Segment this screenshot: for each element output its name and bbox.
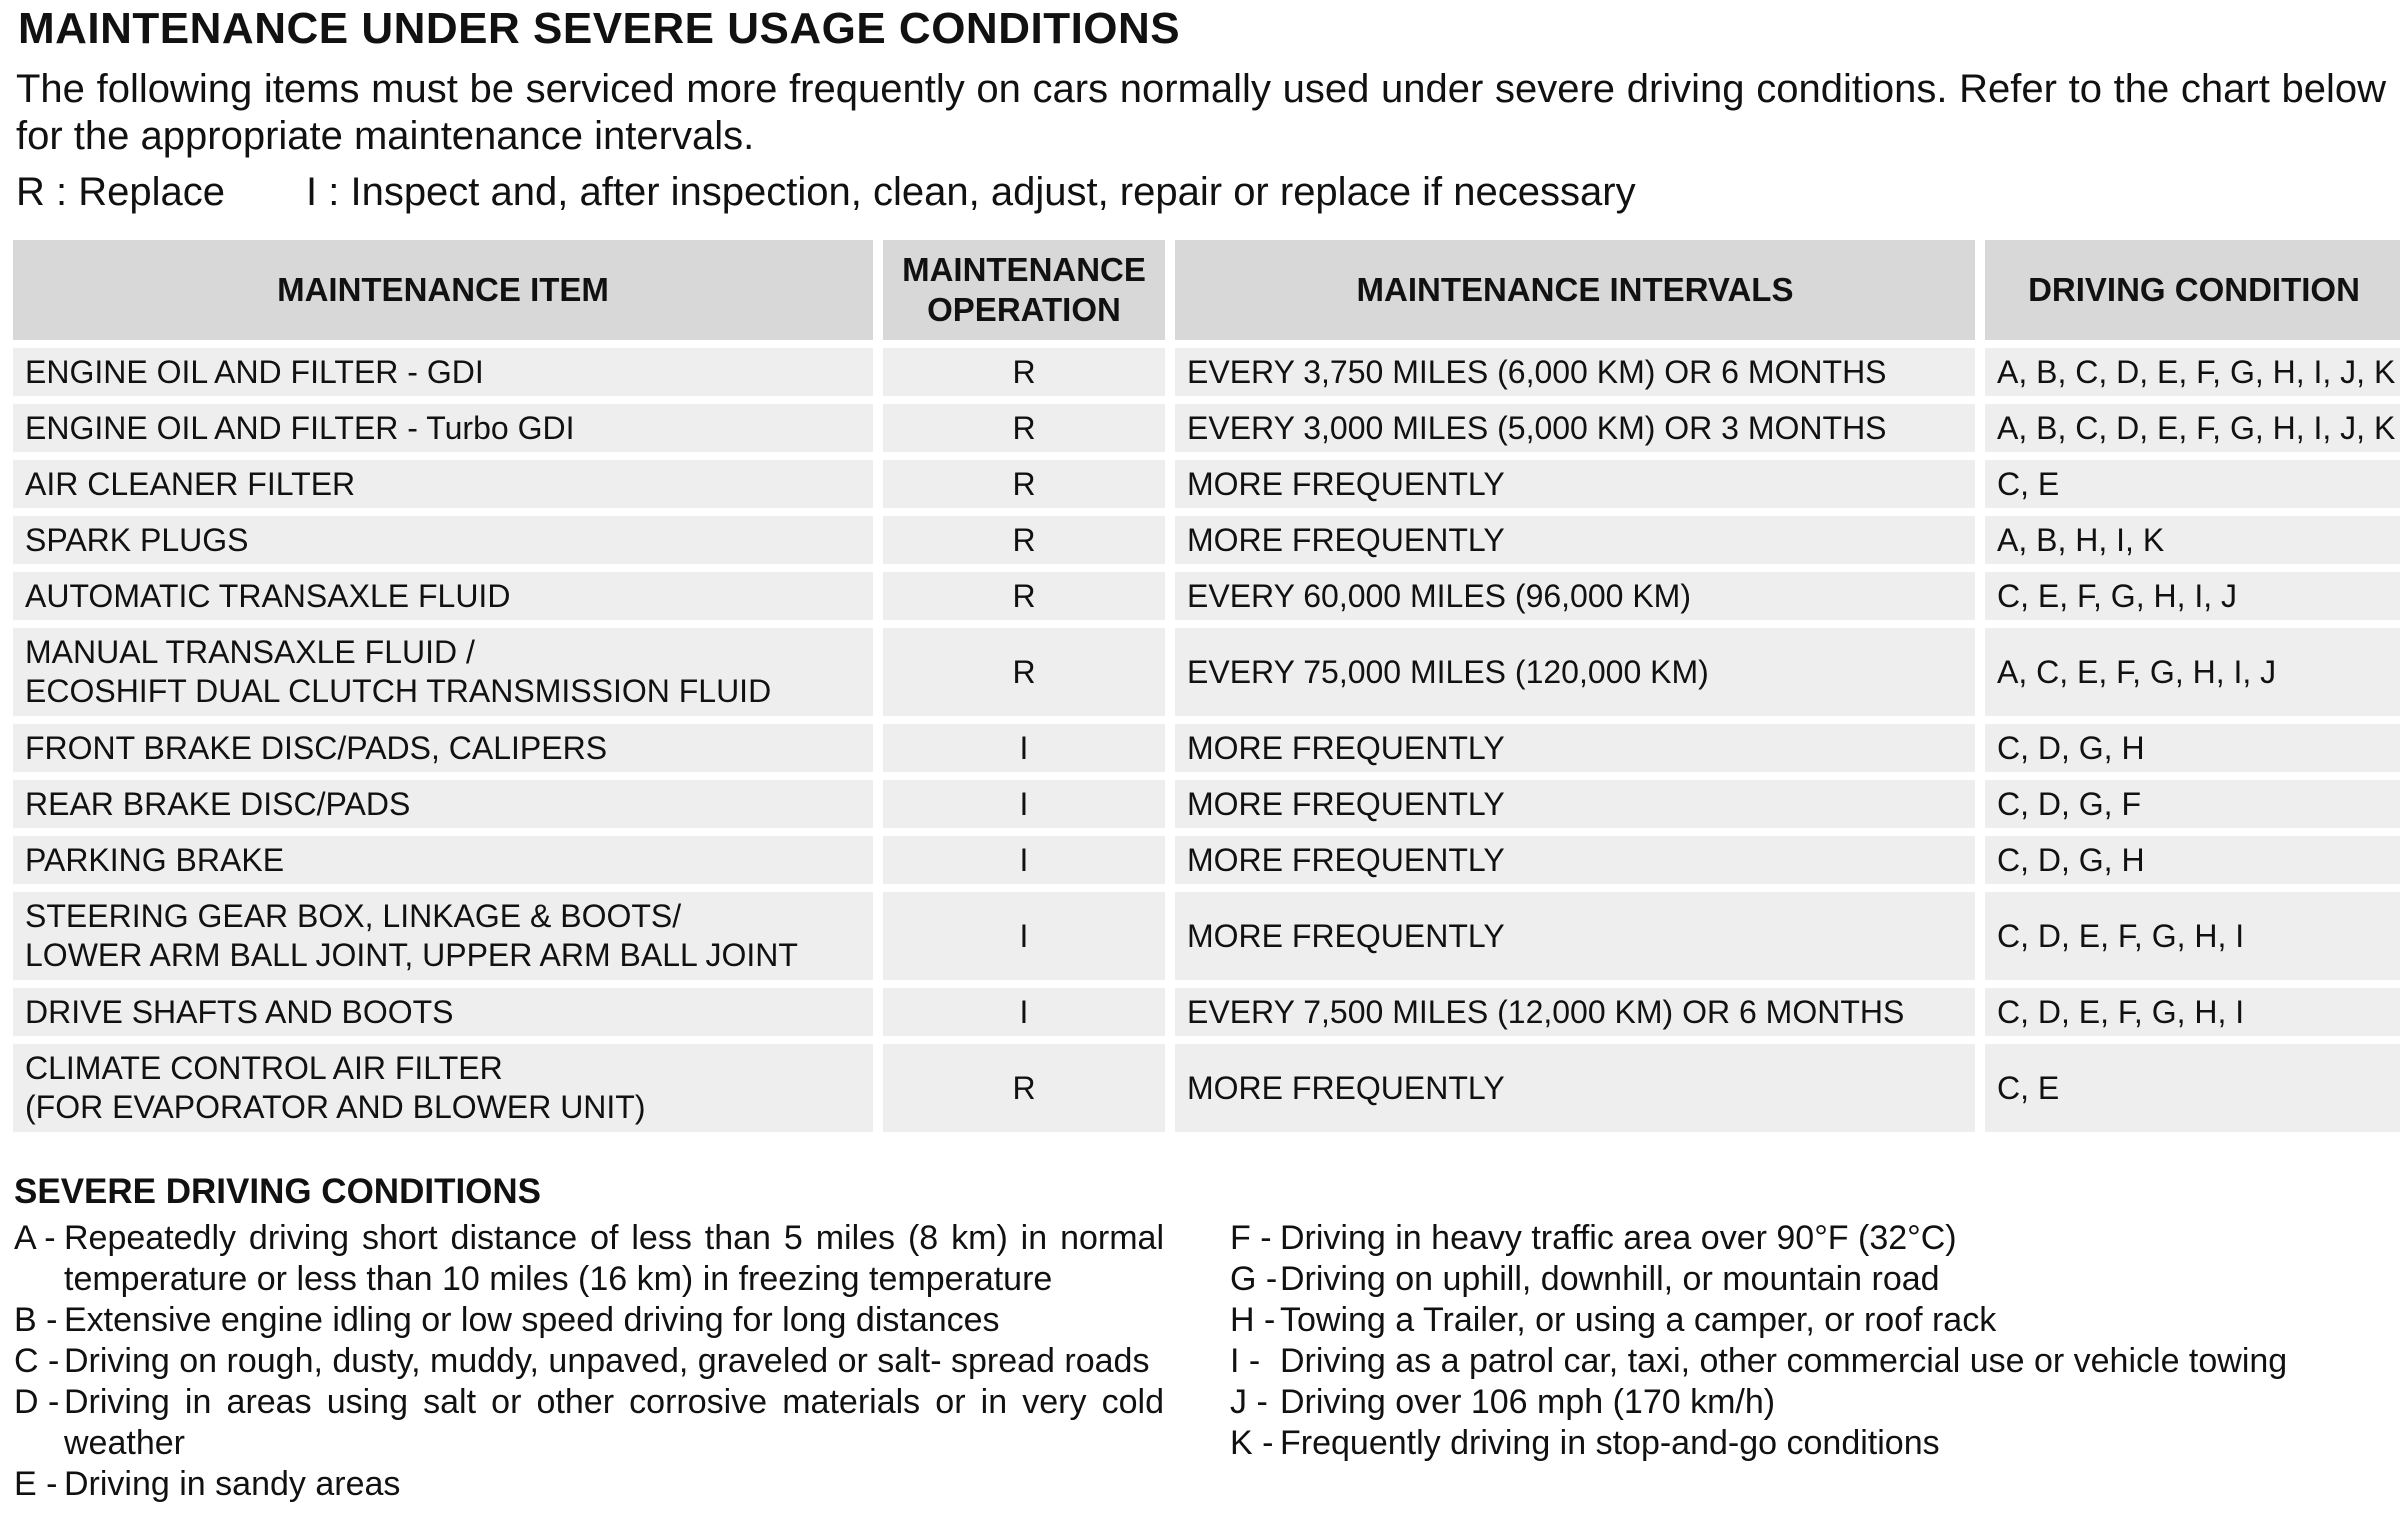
driving-condition: A, C, E, F, G, H, I, J: [1985, 628, 2400, 716]
condition-item: [14, 1300, 1164, 1341]
maintenance-item-cell: [13, 516, 873, 564]
maintenance-item-cell: [13, 404, 873, 452]
maintenance-item: STEERING GEAR BOX, LINKAGE & BOOTS/: [25, 898, 682, 934]
maintenance-item: REAR BRAKE DISC/PADS: [25, 785, 411, 822]
condition-text: Driving on uphill, downhill, or mountain road: [1280, 1260, 1940, 1298]
maintenance-operation: R: [883, 516, 1165, 564]
condition-key: H -: [1230, 1301, 1276, 1339]
maintenance-operation: R: [883, 572, 1165, 620]
header-maintenance-intervals: MAINTENANCE INTERVALS: [1175, 240, 1975, 340]
maintenance-operation: R: [883, 460, 1165, 508]
maintenance-item-line2: ECOSHIFT DUAL CLUTCH TRANSMISSION FLUID: [25, 673, 772, 709]
driving-condition: C, E: [1985, 1044, 2400, 1132]
maintenance-item-cell: [13, 892, 873, 980]
condition-key: A -: [14, 1219, 56, 1257]
condition-text: Driving in sandy areas: [64, 1465, 401, 1503]
driving-condition: C, D, G, H: [1985, 836, 2400, 884]
maintenance-interval: MORE FREQUENTLY: [1175, 1044, 1975, 1132]
severe-conditions-title: SEVERE DRIVING CONDITIONS: [14, 1172, 542, 1211]
driving-condition: C, D, E, F, G, H, I: [1985, 892, 2400, 980]
driving-condition: A, B, C, D, E, F, G, H, I, J, K: [1985, 348, 2400, 396]
maintenance-interval: MORE FREQUENTLY: [1175, 892, 1975, 980]
maintenance-item: CLIMATE CONTROL AIR FILTER: [25, 1050, 503, 1086]
page-title: MAINTENANCE UNDER SEVERE USAGE CONDITIONS: [18, 4, 1181, 53]
condition-item: [1230, 1259, 2390, 1300]
condition-text: Driving in heavy traffic area over 90°F (32°C): [1280, 1219, 1957, 1257]
condition-text: Frequently driving in stop-and-go conditions: [1280, 1424, 1940, 1462]
condition-key: F -: [1230, 1219, 1272, 1257]
condition-text: Extensive engine idling or low speed driving for long distances: [64, 1301, 1000, 1339]
maintenance-item: DRIVE SHAFTS AND BOOTS: [25, 993, 454, 1030]
maintenance-item-line2: LOWER ARM BALL JOINT, UPPER ARM BALL JOINT: [25, 937, 798, 973]
maintenance-item: ENGINE OIL AND FILTER - Turbo GDI: [25, 409, 575, 446]
maintenance-interval: EVERY 3,000 MILES (5,000 KM) OR 3 MONTHS: [1175, 404, 1975, 452]
maintenance-table: [3, 232, 2400, 1140]
driving-condition: C, E, F, G, H, I, J: [1985, 572, 2400, 620]
condition-item: [14, 1382, 1164, 1464]
conditions-right-column: [1230, 1218, 2390, 1464]
maintenance-interval: EVERY 3,750 MILES (6,000 KM) OR 6 MONTHS: [1175, 348, 1975, 396]
maintenance-interval: MORE FREQUENTLY: [1175, 516, 1975, 564]
driving-condition: C, E: [1985, 460, 2400, 508]
table-row: [13, 628, 2400, 716]
condition-key: I -: [1230, 1342, 1261, 1380]
driving-condition: A, B, C, D, E, F, G, H, I, J, K: [1985, 404, 2400, 452]
maintenance-operation: R: [883, 1044, 1165, 1132]
table-row: [13, 460, 2400, 508]
maintenance-operation: R: [883, 348, 1165, 396]
maintenance-item-cell: [13, 572, 873, 620]
maintenance-operation: I: [883, 724, 1165, 772]
condition-item: [1230, 1423, 2390, 1464]
intro-paragraph: The following items must be serviced more frequently on cars normally used under severe driving conditions. Refer to the chart below for the appropriate maintenance intervals.: [16, 67, 2386, 158]
legend-replace: R : Replace: [16, 170, 225, 214]
table-row: [13, 1044, 2400, 1132]
maintenance-item-cell: [13, 1044, 873, 1132]
maintenance-operation: I: [883, 780, 1165, 828]
condition-item: [1230, 1341, 2390, 1382]
maintenance-operation: I: [883, 892, 1165, 980]
header-driving-condition: DRIVING CONDITION: [1985, 240, 2400, 340]
maintenance-item: AUTOMATIC TRANSAXLE FLUID: [25, 577, 511, 614]
maintenance-interval: MORE FREQUENTLY: [1175, 780, 1975, 828]
condition-text: Repeatedly driving short distance of less than 5 miles (8 km) in normal temperature or less than 10 miles (16 km) in freezing temperature: [64, 1219, 1164, 1298]
table-row: [13, 780, 2400, 828]
condition-item: [1230, 1382, 2390, 1423]
table-row: [13, 988, 2400, 1036]
condition-item: [14, 1218, 1164, 1300]
maintenance-item-cell: [13, 348, 873, 396]
header-maintenance-operation: MAINTENANCE OPERATION: [883, 240, 1165, 340]
maintenance-interval: MORE FREQUENTLY: [1175, 460, 1975, 508]
table-row: [13, 516, 2400, 564]
maintenance-item: PARKING BRAKE: [25, 841, 285, 878]
table-row: [13, 572, 2400, 620]
condition-key: E -: [14, 1465, 58, 1503]
driving-condition: C, D, G, H: [1985, 724, 2400, 772]
condition-text: Towing a Trailer, or using a camper, or roof rack: [1280, 1301, 1997, 1339]
driving-condition: C, D, E, F, G, H, I: [1985, 988, 2400, 1036]
condition-text: Driving on rough, dusty, muddy, unpaved, graveled or salt- spread roads: [64, 1342, 1150, 1380]
condition-text: Driving over 106 mph (170 km/h): [1280, 1383, 1776, 1421]
maintenance-interval: MORE FREQUENTLY: [1175, 724, 1975, 772]
table-row: [13, 348, 2400, 396]
maintenance-operation: I: [883, 988, 1165, 1036]
maintenance-item: AIR CLEANER FILTER: [25, 465, 356, 502]
table-row: [13, 724, 2400, 772]
condition-item: [1230, 1218, 2390, 1259]
maintenance-item-cell: [13, 628, 873, 716]
condition-key: B -: [14, 1301, 58, 1339]
maintenance-operation: I: [883, 836, 1165, 884]
table-header-row: [13, 240, 2400, 340]
condition-item: [14, 1341, 1164, 1382]
header-maintenance-item: MAINTENANCE ITEM: [13, 240, 873, 340]
driving-condition: C, D, G, F: [1985, 780, 2400, 828]
condition-key: D -: [14, 1383, 60, 1421]
table-row: [13, 836, 2400, 884]
maintenance-item-line2: (FOR EVAPORATOR AND BLOWER UNIT): [25, 1089, 646, 1125]
maintenance-item-cell: [13, 780, 873, 828]
maintenance-interval: EVERY 75,000 MILES (120,000 KM): [1175, 628, 1975, 716]
maintenance-operation: R: [883, 628, 1165, 716]
maintenance-item: ENGINE OIL AND FILTER - GDI: [25, 353, 484, 390]
condition-key: G -: [1230, 1260, 1278, 1298]
maintenance-item-cell: [13, 836, 873, 884]
table-row: [13, 404, 2400, 452]
maintenance-item: SPARK PLUGS: [25, 521, 249, 558]
maintenance-item-cell: [13, 460, 873, 508]
table-row: [13, 892, 2400, 980]
condition-key: J -: [1230, 1383, 1268, 1421]
legend-inspect: I : Inspect and, after inspection, clean, adjust, repair or replace if necessary: [306, 170, 1636, 214]
condition-item: [14, 1464, 1164, 1505]
maintenance-interval: MORE FREQUENTLY: [1175, 836, 1975, 884]
maintenance-item-cell: [13, 988, 873, 1036]
maintenance-interval: EVERY 60,000 MILES (96,000 KM): [1175, 572, 1975, 620]
condition-item: [1230, 1300, 2390, 1341]
maintenance-item: MANUAL TRANSAXLE FLUID /: [25, 634, 475, 670]
driving-condition: A, B, H, I, K: [1985, 516, 2400, 564]
condition-text: Driving in areas using salt or other corrosive materials or in very cold weather: [64, 1383, 1164, 1462]
condition-key: K -: [1230, 1424, 1274, 1462]
maintenance-operation: R: [883, 404, 1165, 452]
conditions-left-column: [14, 1218, 1164, 1505]
maintenance-item-cell: [13, 724, 873, 772]
legend: [16, 168, 1636, 216]
maintenance-interval: EVERY 7,500 MILES (12,000 KM) OR 6 MONTHS: [1175, 988, 1975, 1036]
condition-key: C -: [14, 1342, 60, 1380]
condition-text: Driving as a patrol car, taxi, other commercial use or vehicle towing: [1280, 1342, 2288, 1380]
maintenance-item: FRONT BRAKE DISC/PADS, CALIPERS: [25, 729, 608, 766]
